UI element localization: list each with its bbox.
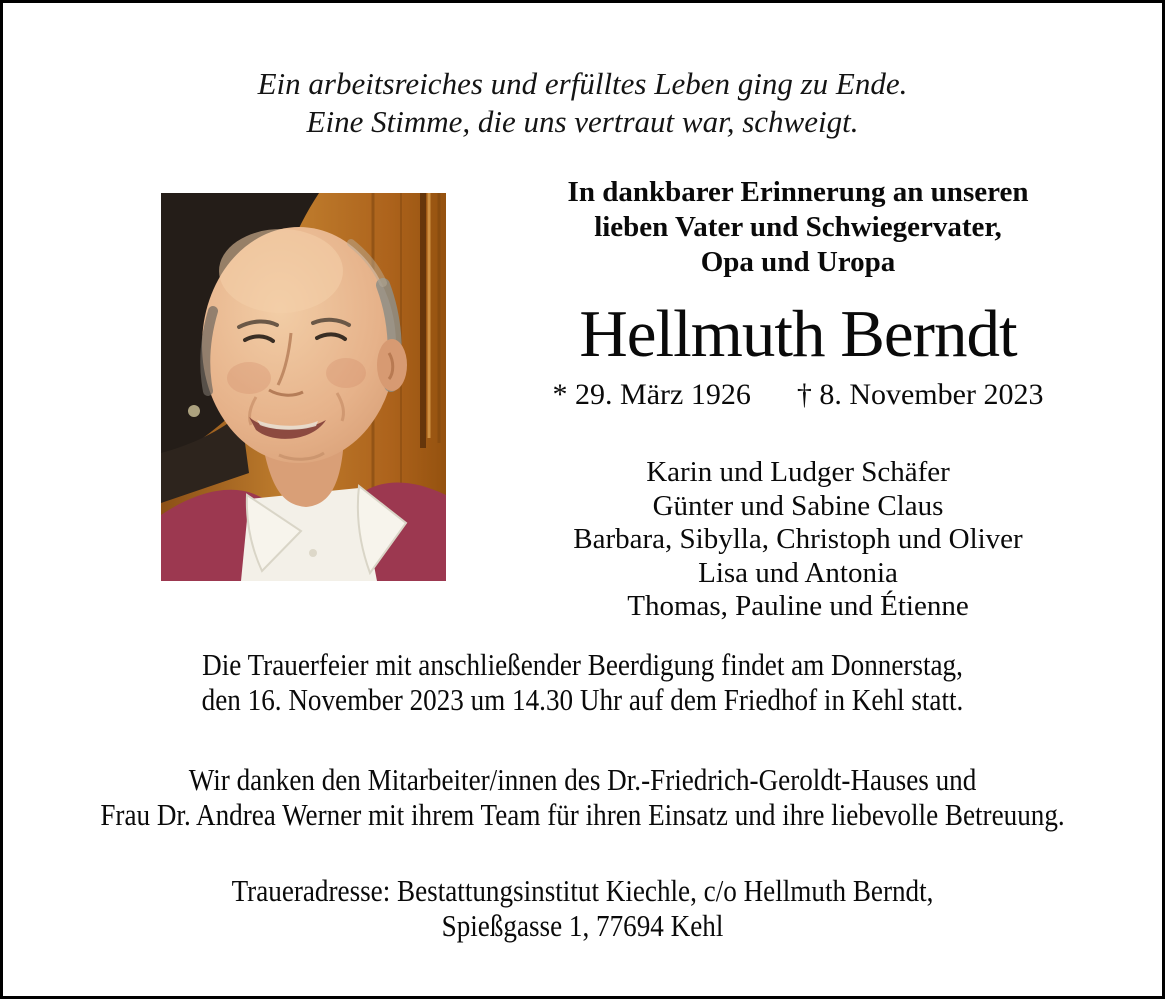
life-dates: [548, 378, 1048, 412]
head-highlight: [219, 229, 343, 313]
cheek-right: [326, 358, 366, 388]
memorial-intro-line-1: In dankbarer Erinnerung an unseren: [567, 176, 1029, 208]
epigraph-line-2: Eine Stimme, die uns vertraut war, schweigt.: [306, 104, 859, 139]
address-line-1: Traueradresse: Bestattungsinstitut Kiechle, c/o Hellmuth Berndt,: [231, 873, 934, 908]
portrait-photo-graphic: [161, 193, 446, 581]
address-line-2: Spießgasse 1, 77694 Kehl: [441, 907, 724, 943]
birth-date: * 29. März 1926: [552, 378, 751, 411]
funeral-info: [75, 648, 1089, 717]
photo-glint: [188, 405, 200, 417]
mourning-address: [75, 874, 1089, 943]
family-line-3: Barbara, Sibylla, Christoph und Oliver: [573, 523, 1023, 555]
family-line-5: Thomas, Pauline und Étienne: [627, 590, 969, 622]
deceased-name: Hellmuth Berndt: [579, 297, 1017, 371]
memorial-column: [548, 175, 1048, 624]
portrait-photo: [161, 193, 446, 581]
thanks-text: [75, 763, 1089, 832]
epigraph-line-1: Ein arbeitsreiches und erfülltes Leben ging zu Ende.: [257, 66, 908, 101]
thanks-line-1: Wir danken den Mitarbeiter/innen des Dr.-Friedrich-Geroldt-Hauses und: [188, 762, 977, 797]
funeral-info-line-1: Die Trauerfeier mit anschließender Beerdigung findet am Donnerstag,: [202, 647, 963, 682]
family-line-4: Lisa und Antonia: [698, 556, 898, 589]
thanks-line-2: Frau Dr. Andrea Werner mit ihrem Team für ihren Einsatz und ihre liebevolle Betreuung.: [100, 796, 1065, 832]
shirt-button: [309, 549, 317, 557]
funeral-info-line-2: den 16. November 2023 um 14.30 Uhr auf dem Friedhof in Kehl statt.: [201, 681, 964, 717]
family-line-1: Karin und Ludger Schäfer: [646, 456, 950, 488]
death-date: † 8. November 2023: [796, 378, 1044, 411]
memorial-intro-line-3: Opa und Uropa: [700, 246, 896, 278]
cheek-left: [227, 362, 271, 394]
epigraph: [3, 65, 1162, 141]
memorial-intro: [548, 175, 1048, 280]
memorial-intro-line-2: lieben Vater und Schwiegervater,: [594, 211, 1002, 243]
family-line-2: Günter und Sabine Claus: [652, 489, 944, 522]
family-names: [548, 456, 1048, 624]
